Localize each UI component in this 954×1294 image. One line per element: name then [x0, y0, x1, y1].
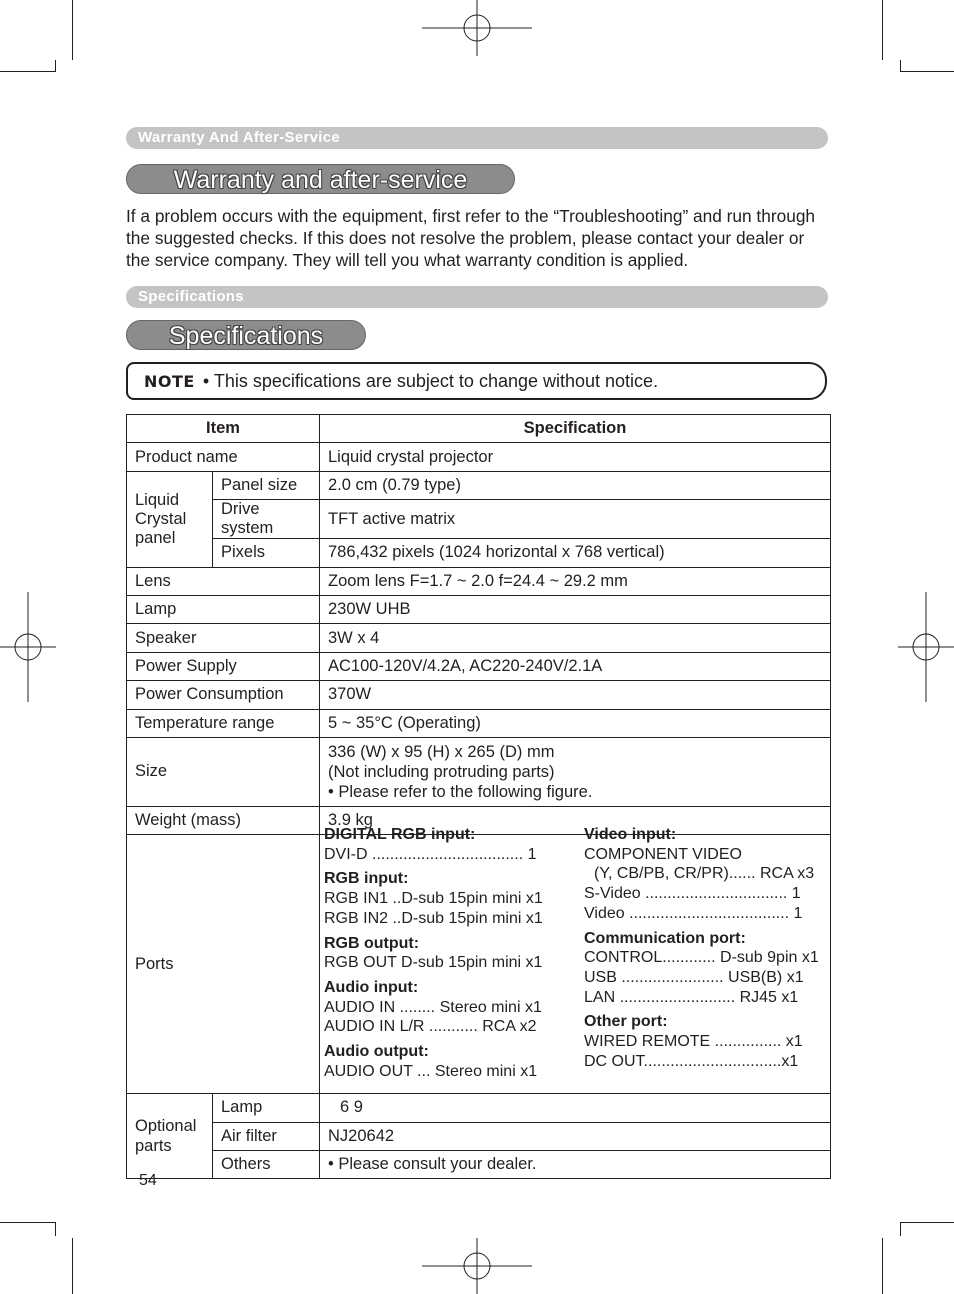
- section-header-band-specifications: [126, 286, 828, 308]
- port-group-title: RGB input:: [324, 870, 409, 888]
- note-text: • This specifications are subject to change without notice.: [202, 371, 659, 391]
- crop-mark-top-right: [874, 0, 954, 80]
- row-item: Weight (mass): [127, 806, 320, 834]
- section-title-specifications: [126, 320, 366, 350]
- table-row: [127, 500, 831, 539]
- section-header-label: Specifications: [138, 288, 244, 305]
- row-item: Panel size: [213, 471, 320, 499]
- row-spec: 370W: [320, 681, 831, 709]
- crop-mark-bottom-right: [874, 1214, 954, 1294]
- row-spec: NJ20642: [320, 1122, 831, 1150]
- port-line: Video .................................... 1: [584, 904, 803, 922]
- port-line: USB ....................... USB(B) x1: [584, 968, 804, 986]
- row-group-optional: Optional parts: [127, 1094, 213, 1179]
- crop-mark-bottom-left: [0, 1214, 80, 1294]
- row-spec: TFT active matrix: [320, 500, 831, 539]
- port-group-title: Video input:: [584, 826, 677, 843]
- row-item: Speaker: [127, 624, 320, 652]
- row-spec: 230W UHB: [320, 595, 831, 623]
- row-spec: [320, 737, 831, 806]
- port-line: AUDIO IN ........ Stereo mini x1: [324, 998, 542, 1016]
- note-label: NOTE: [144, 372, 195, 391]
- port-line: RGB OUT D-sub 15pin mini x1: [324, 954, 543, 972]
- table-row: [127, 624, 831, 652]
- table-row: [127, 1151, 831, 1179]
- registration-mark-bottom: [422, 1238, 532, 1294]
- section-title-text: Specifications: [168, 322, 324, 350]
- ports-right-column: [584, 825, 824, 1071]
- table-row: [127, 737, 831, 806]
- row-item: Temperature range: [127, 709, 320, 737]
- row-spec: 786,432 pixels (1024 horizontal x 768 vertical): [320, 539, 831, 567]
- port-group-title: RGB output:: [324, 934, 420, 952]
- port-line: DVI-D .................................. 1: [324, 845, 537, 863]
- port-group-title: Other port:: [584, 1013, 668, 1031]
- row-item: Lamp: [213, 1094, 320, 1122]
- table-row: [127, 567, 831, 595]
- size-line: • Please refer to the following figure.: [328, 782, 593, 801]
- row-item: Power Consumption: [127, 681, 320, 709]
- row-item: Drive system: [213, 500, 320, 539]
- port-line: RGB IN2 ..D-sub 15pin mini x1: [324, 909, 543, 927]
- row-spec: Liquid crystal projector: [320, 443, 831, 471]
- row-item: Size: [127, 737, 320, 806]
- intro-paragraph: If a problem occurs with the equipment, first refer to the “Troubleshooting” and run through the suggested checks. If this does not resolve the problem, please contact your dealer or the service company. They will tell you what warranty condition is applied.: [126, 206, 816, 270]
- note-box: [126, 362, 827, 400]
- registration-mark-left: [0, 592, 56, 702]
- port-group-title: Audio input:: [324, 978, 419, 996]
- table-row: [127, 1122, 831, 1150]
- row-spec: 3W x 4: [320, 624, 831, 652]
- row-item: Lamp: [127, 595, 320, 623]
- row-item: Lens: [127, 567, 320, 595]
- table-row: [127, 471, 831, 499]
- ports-left-column: [324, 825, 564, 1081]
- row-spec: 2.0 cm (0.79 type): [320, 471, 831, 499]
- row-spec: • Please consult your dealer.: [320, 1151, 831, 1179]
- port-group-title: DIGITAL RGB input:: [324, 826, 476, 843]
- row-spec: 3.9 kg: [320, 806, 831, 834]
- port-line: LAN .......................... RJ45 x1: [584, 988, 799, 1006]
- table-row: [127, 539, 831, 567]
- page-number: 54: [139, 1172, 157, 1189]
- row-item: Others: [213, 1151, 320, 1179]
- size-line: 336 (W) x 95 (H) x 265 (D) mm: [328, 742, 555, 761]
- port-line: CONTROL............ D-sub 9pin x1: [584, 949, 819, 967]
- port-line: RGB IN1 ..D-sub 15pin mini x1: [324, 890, 543, 908]
- row-item: Product name: [127, 443, 320, 471]
- row-group-lcd: Liquid Crystal panel: [127, 471, 213, 567]
- port-line: WIRED REMOTE ............... x1: [584, 1033, 803, 1051]
- section-title-text: Warranty and after-service: [173, 166, 468, 194]
- port-group-title: Audio output:: [324, 1043, 429, 1061]
- section-title-warranty: [126, 164, 515, 194]
- port-line: DC OUT...............................x1: [584, 1052, 799, 1070]
- row-spec: 5 ~ 35°C (Operating): [320, 709, 831, 737]
- row-spec: 6 9: [320, 1094, 831, 1122]
- registration-mark-right: [898, 592, 954, 702]
- row-item: Air filter: [213, 1122, 320, 1150]
- row-spec: AC100-120V/4.2A, AC220-240V/2.1A: [320, 652, 831, 680]
- section-header-label: Warranty And After-Service: [138, 129, 341, 146]
- section-header-band-warranty: [126, 127, 828, 149]
- table-row: [127, 681, 831, 709]
- table-row: [127, 595, 831, 623]
- header-specification: Specification: [320, 415, 831, 443]
- table-row: [127, 443, 831, 471]
- row-item: Ports: [127, 835, 320, 1094]
- port-line: (Y, CB/PB, CR/PR)...... RCA x3: [594, 865, 815, 883]
- table-row: [127, 1094, 831, 1122]
- port-line: COMPONENT VIDEO: [584, 845, 742, 863]
- table-row: [127, 709, 831, 737]
- port-line: AUDIO OUT ... Stereo mini x1: [324, 1062, 538, 1080]
- size-line: (Not including protruding parts): [328, 762, 555, 781]
- row-item: Pixels: [213, 539, 320, 567]
- registration-mark-top: [422, 0, 532, 56]
- crop-mark-top-left: [0, 0, 80, 80]
- port-line: S-Video ................................ 1: [584, 885, 801, 903]
- row-spec: Zoom lens F=1.7 ~ 2.0 f=24.4 ~ 29.2 mm: [320, 567, 831, 595]
- header-item: Item: [127, 415, 320, 443]
- port-line: AUDIO IN L/R ........... RCA x2: [324, 1018, 537, 1036]
- table-row: [127, 652, 831, 680]
- row-item: Power Supply: [127, 652, 320, 680]
- table-header-row: [127, 415, 831, 443]
- port-group-title: Communication port:: [584, 929, 746, 947]
